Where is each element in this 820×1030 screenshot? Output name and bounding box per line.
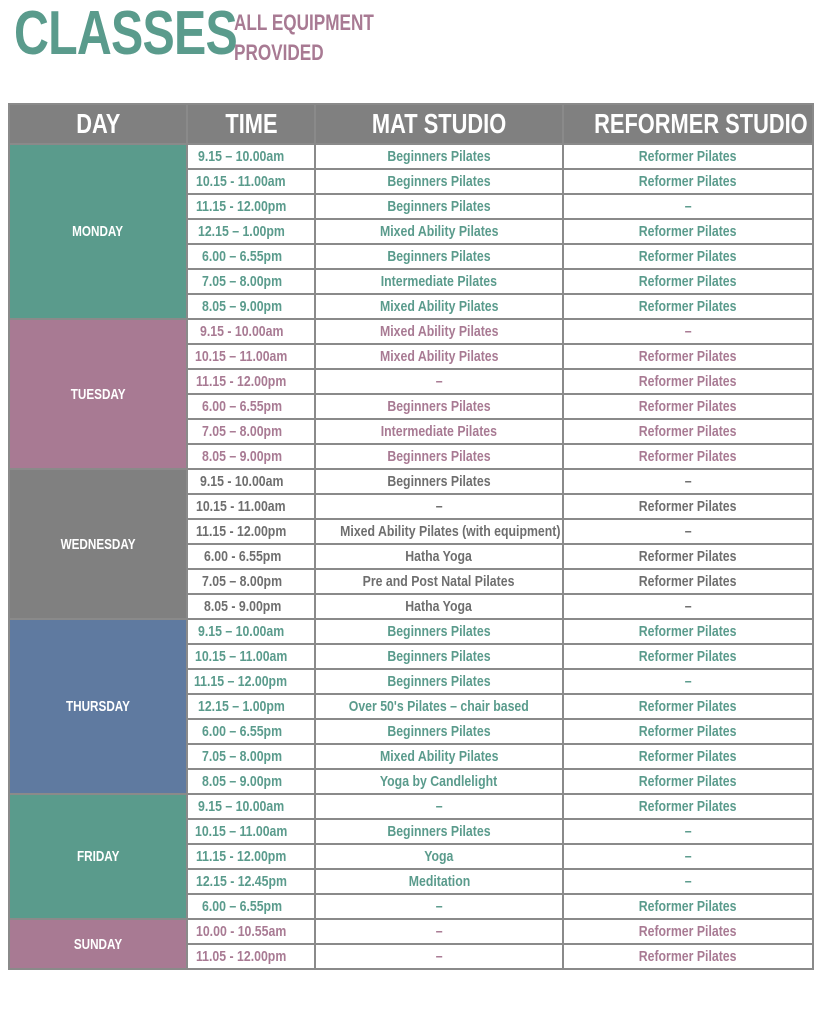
mat-studio-cell [315,744,563,769]
time-cell [187,344,315,369]
mat-studio-cell-text: Beginners Pilates [387,398,491,415]
time-cell-text: 6.00 – 6.55pm [202,398,283,415]
time-cell-text: 9.15 – 10.00am [198,623,285,640]
mat-studio-cell [315,644,563,669]
mat-studio-cell [315,544,563,569]
mat-studio-cell [315,169,563,194]
subtitle-line-2: PROVIDED [234,40,324,65]
time-cell [187,719,315,744]
reformer-studio-cell [563,544,813,569]
reformer-studio-cell-text: – [684,473,692,490]
time-cell-text: 9.15 - 10.00am [200,473,284,490]
time-cell-text: 11.15 - 12.00pm [195,198,287,215]
mat-studio-cell-text: Beginners Pilates [387,248,491,265]
reformer-studio-cell [563,269,813,294]
day-cell-monday [9,144,187,319]
reformer-studio-cell-text: Reformer Pilates [639,498,737,515]
table-row [9,319,813,344]
mat-studio-cell-text: – [435,898,443,915]
day-cell-tuesday [9,319,187,469]
time-cell [187,594,315,619]
mat-studio-cell-text: – [435,373,443,390]
mat-studio-cell-text: Mixed Ability Pilates [379,298,499,315]
reformer-studio-cell-text: Reformer Pilates [639,898,737,915]
mat-studio-cell-text: Meditation [408,873,470,890]
day-cell-wednesday [9,469,187,619]
reformer-studio-cell-text: Reformer Pilates [639,548,737,565]
reformer-studio-cell-text: Reformer Pilates [639,923,737,940]
time-cell-text: 7.05 – 8.00pm [202,273,283,290]
mat-studio-cell-text: – [435,923,443,940]
reformer-studio-cell [563,719,813,744]
reformer-studio-cell [563,469,813,494]
time-cell [187,494,315,519]
time-cell-text: 11.15 - 12.00pm [195,373,287,390]
table-row [9,619,813,644]
mat-studio-cell [315,894,563,919]
mat-studio-cell [315,944,563,969]
mat-studio-cell [315,494,563,519]
time-cell [187,919,315,944]
reformer-studio-cell [563,644,813,669]
time-cell [187,369,315,394]
column-header-mat-studio [315,104,563,144]
time-cell-text: 7.05 – 8.00pm [202,423,283,440]
time-cell [187,319,315,344]
reformer-studio-cell-text: Reformer Pilates [639,298,737,315]
time-cell-text: 6.00 – 6.55pm [202,898,283,915]
reformer-studio-cell [563,569,813,594]
reformer-studio-cell [563,894,813,919]
mat-studio-cell-text: Mixed Ability Pilates [379,323,499,340]
reformer-studio-cell-text: Reformer Pilates [639,623,737,640]
reformer-studio-cell [563,844,813,869]
time-cell [187,219,315,244]
mat-studio-cell-text: Beginners Pilates [387,623,491,640]
time-cell-text: 9.15 – 10.00am [198,798,285,815]
mat-studio-cell-text: Hatha Yoga [405,598,473,615]
schedule-body [9,144,813,969]
reformer-studio-cell [563,444,813,469]
reformer-studio-cell-text: Reformer Pilates [639,648,737,665]
mat-studio-cell-text: Hatha Yoga [405,548,473,565]
reformer-studio-cell-text: Reformer Pilates [639,573,737,590]
day-label: TUESDAY [70,385,126,403]
reformer-studio-cell [563,919,813,944]
mat-studio-cell [315,144,563,169]
time-cell-text: 12.15 – 1.00pm [198,698,285,715]
time-cell [187,669,315,694]
mat-studio-cell [315,869,563,894]
reformer-studio-cell [563,169,813,194]
time-cell [187,444,315,469]
reformer-studio-cell [563,619,813,644]
time-cell-text: 10.15 - 11.00am [196,173,286,190]
reformer-studio-cell [563,594,813,619]
time-cell [187,794,315,819]
reformer-studio-cell-text: Reformer Pilates [639,173,737,190]
mat-studio-cell [315,769,563,794]
reformer-studio-cell-text: Reformer Pilates [639,698,737,715]
time-cell [187,244,315,269]
mat-studio-cell-text: Beginners Pilates [387,823,491,840]
time-cell [187,394,315,419]
table-row [9,144,813,169]
time-cell [187,294,315,319]
reformer-studio-cell [563,194,813,219]
day-label: THURSDAY [66,698,130,715]
reformer-studio-cell [563,494,813,519]
mat-studio-cell [315,719,563,744]
mat-studio-cell-text: Beginners Pilates [387,723,491,740]
reformer-studio-cell [563,744,813,769]
column-header-time [187,104,315,144]
time-cell [187,844,315,869]
time-cell-text: 8.05 – 9.00pm [202,298,283,315]
mat-studio-cell-text: Yoga [424,848,454,865]
time-cell [187,419,315,444]
time-cell-text: 7.05 – 8.00pm [202,748,283,765]
mat-studio-cell [315,619,563,644]
reformer-studio-cell-text: Reformer Pilates [639,373,737,390]
time-cell-text: 7.05 – 8.00pm [202,573,283,590]
mat-studio-cell-text: Intermediate Pilates [380,423,498,440]
reformer-studio-cell-text: – [684,598,692,615]
reformer-studio-cell-text: – [684,523,692,540]
time-cell-text: 12.15 – 1.00pm [198,223,285,240]
time-cell-text: 10.15 – 11.00am [194,823,288,840]
column-header-mat-label: MAT STUDIO [371,108,507,139]
time-cell-text: 10.15 - 11.00am [196,498,286,515]
mat-studio-cell [315,319,563,344]
time-cell-text: 6.00 – 6.55pm [202,248,283,265]
time-cell [187,894,315,919]
time-cell-text: 6.00 - 6.55pm [203,548,282,565]
time-cell-text: 12.15 - 12.45pm [195,873,287,890]
time-cell [187,469,315,494]
reformer-studio-cell-text: – [684,823,692,840]
mat-studio-cell [315,844,563,869]
time-cell-text: 11.05 - 12.00pm [195,948,287,965]
time-cell [187,819,315,844]
day-cell-thursday [9,619,187,794]
time-cell [187,569,315,594]
mat-studio-cell-text: – [435,948,443,965]
mat-studio-cell [315,369,563,394]
reformer-studio-cell-text: Reformer Pilates [639,773,737,790]
table-row [9,794,813,819]
page-title: CLASSES [14,0,237,68]
mat-studio-cell [315,919,563,944]
mat-studio-cell-text: – [435,498,443,515]
reformer-studio-cell-text: Reformer Pilates [639,348,737,365]
day-cell-sunday [9,919,187,969]
mat-studio-cell [315,469,563,494]
time-cell [187,869,315,894]
reformer-studio-cell-text: Reformer Pilates [639,248,737,265]
time-cell-text: 10.15 – 11.00am [194,648,288,665]
reformer-studio-cell [563,344,813,369]
reformer-studio-cell-text: Reformer Pilates [639,948,737,965]
reformer-studio-cell-text: Reformer Pilates [639,273,737,290]
time-cell [187,144,315,169]
time-cell [187,544,315,569]
reformer-studio-cell-text: Reformer Pilates [639,798,737,815]
column-header-reformer-label: REFORMER STUDIO [594,108,808,139]
mat-studio-cell [315,419,563,444]
subtitle-line-1: ALL EQUIPMENT [234,10,374,35]
mat-studio-cell [315,394,563,419]
reformer-studio-cell [563,819,813,844]
column-header-reformer-studio [563,104,813,144]
reformer-studio-cell [563,769,813,794]
mat-studio-cell-text: Beginners Pilates [387,648,491,665]
mat-studio-cell-text: Over 50's Pilates – chair based [348,698,530,715]
mat-studio-cell [315,344,563,369]
reformer-studio-cell [563,669,813,694]
reformer-studio-cell [563,394,813,419]
time-cell [187,194,315,219]
time-cell-text: 6.00 – 6.55pm [202,723,283,740]
mat-studio-cell-text: Beginners Pilates [387,448,491,465]
mat-studio-cell [315,519,563,544]
reformer-studio-cell [563,144,813,169]
reformer-studio-cell [563,219,813,244]
table-row [9,919,813,944]
mat-studio-cell-text: Beginners Pilates [387,673,491,690]
mat-studio-cell-text: Pre and Post Natal Pilates [363,573,515,590]
time-cell-text: 8.05 - 9.00pm [203,598,282,615]
reformer-studio-cell [563,244,813,269]
time-cell-text: 11.15 – 12.00pm [194,673,288,690]
class-schedule-table [8,103,814,970]
time-cell-text: 9.15 - 10.00am [200,323,284,340]
mat-studio-cell-text: Beginners Pilates [387,148,491,165]
reformer-studio-cell-text: Reformer Pilates [639,398,737,415]
mat-studio-cell [315,194,563,219]
mat-studio-cell [315,219,563,244]
column-header-day [9,104,187,144]
mat-studio-cell [315,694,563,719]
mat-studio-cell-text: Beginners Pilates [387,473,491,490]
mat-studio-cell [315,294,563,319]
reformer-studio-cell-text: – [684,873,692,890]
header-row [9,104,813,144]
reformer-studio-cell [563,694,813,719]
reformer-studio-cell-text: – [684,848,692,865]
mat-studio-cell [315,244,563,269]
day-label: SUNDAY [73,935,123,953]
mat-studio-cell [315,794,563,819]
mat-studio-cell [315,569,563,594]
reformer-studio-cell-text: – [684,323,692,340]
time-cell [187,694,315,719]
time-cell [187,619,315,644]
mat-studio-cell-text: Yoga by Candlelight [380,773,498,790]
time-cell-text: 10.15 – 11.00am [194,348,288,365]
reformer-studio-cell [563,869,813,894]
mat-studio-cell [315,269,563,294]
mat-studio-cell [315,669,563,694]
mat-studio-cell [315,594,563,619]
time-cell [187,519,315,544]
reformer-studio-cell-text: Reformer Pilates [639,148,737,165]
time-cell [187,644,315,669]
day-label: WEDNESDAY [60,535,136,553]
day-label: MONDAY [72,223,124,240]
reformer-studio-cell-text: Reformer Pilates [639,423,737,440]
time-cell-text: 8.05 – 9.00pm [202,773,283,790]
mat-studio-cell-text: Mixed Ability Pilates [379,348,499,365]
column-header-day-label: DAY [75,108,121,139]
time-cell-text: 10.00 - 10.55am [195,923,287,940]
time-cell [187,944,315,969]
time-cell-text: 11.15 - 12.00pm [195,848,287,865]
reformer-studio-cell-text: – [684,198,692,215]
mat-studio-cell-text: Beginners Pilates [387,198,491,215]
schedule-header [9,104,813,144]
time-cell-text: 8.05 – 9.00pm [202,448,283,465]
day-cell-friday [9,794,187,919]
page-subtitle [234,8,374,68]
reformer-studio-cell [563,319,813,344]
mat-studio-cell [315,444,563,469]
time-cell [187,269,315,294]
reformer-studio-cell [563,519,813,544]
day-label: FRIDAY [76,848,120,865]
mat-studio-cell-text: – [435,798,443,815]
table-row [9,469,813,494]
reformer-studio-cell-text: Reformer Pilates [639,723,737,740]
time-cell [187,169,315,194]
mat-studio-cell-text: Beginners Pilates [387,173,491,190]
reformer-studio-cell-text: – [684,673,692,690]
reformer-studio-cell-text: Reformer Pilates [639,448,737,465]
mat-studio-cell-text: Mixed Ability Pilates [379,748,499,765]
reformer-studio-cell [563,794,813,819]
time-cell [187,744,315,769]
time-cell-text: 11.15 - 12.00pm [195,523,287,540]
time-cell-text: 9.15 – 10.00am [198,148,285,165]
reformer-studio-cell [563,944,813,969]
mat-studio-cell-text: Mixed Ability Pilates [379,223,499,240]
reformer-studio-cell [563,369,813,394]
mat-studio-cell-text: Intermediate Pilates [380,273,498,290]
reformer-studio-cell [563,294,813,319]
mat-studio-cell-text: Mixed Ability Pilates (with equipment) [340,523,561,540]
time-cell [187,769,315,794]
reformer-studio-cell-text: Reformer Pilates [639,748,737,765]
reformer-studio-cell [563,419,813,444]
mat-studio-cell [315,819,563,844]
reformer-studio-cell-text: Reformer Pilates [639,223,737,240]
column-header-time-label: TIME [224,108,278,139]
